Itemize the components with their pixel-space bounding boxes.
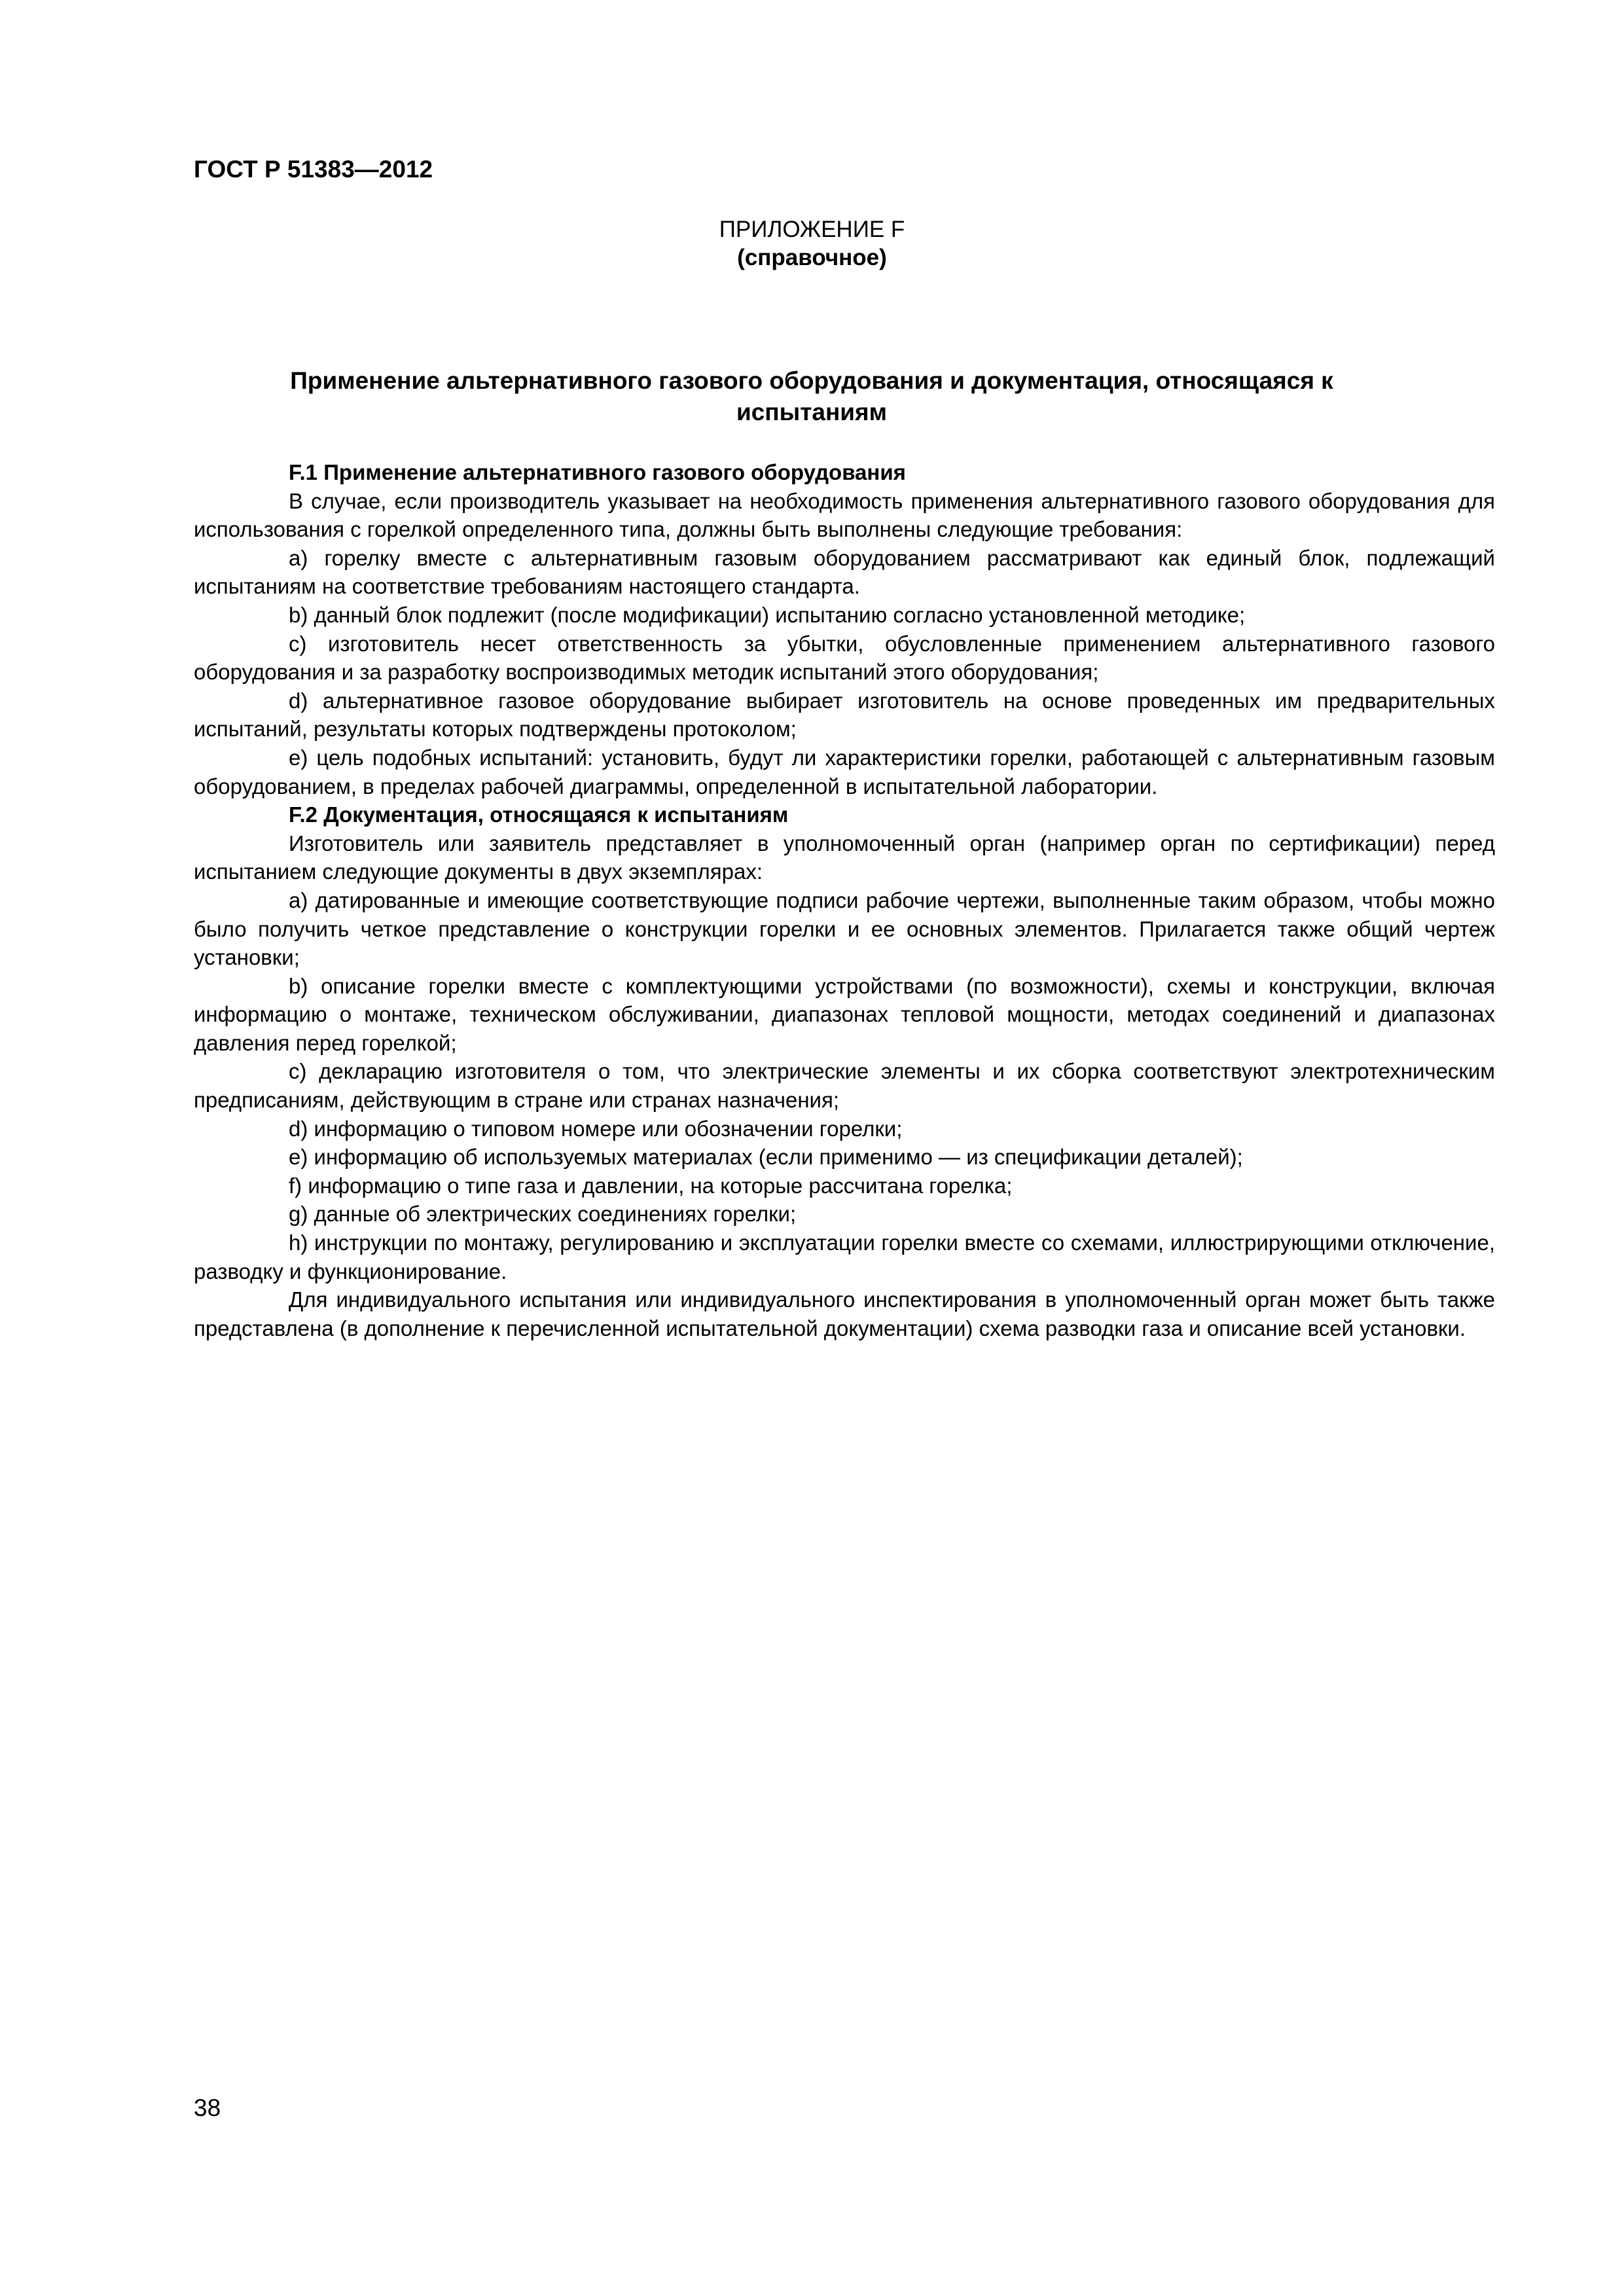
document-header: ГОСТ Р 51383—2012 xyxy=(194,156,433,183)
list-item: a) датированные и имеющие соответствующие подписи рабочие чертежи, выполненные таким образом, чтобы можно было получить четкое представление о конструкции горелки и ее основных элементов. Прилагается также общий чертеж установки; xyxy=(194,888,1495,970)
section-heading-f2: F.2 Документация, относящаяся к испытаниям xyxy=(289,802,789,827)
annex-status: (справочное) xyxy=(737,245,887,270)
list-item: e) цель подобных испытаний: установить, будут ли характеристики горелки, работающей с альтернативным газовым оборудованием, в пределах рабочей диаграммы, определенной в испытательной лаборатории. xyxy=(194,745,1495,798)
list-item: c) изготовитель несет ответственность за убытки, обусловленные применением альтернативного газового оборудования и за разработку воспроизводимых методик испытаний этого оборудования; xyxy=(194,631,1495,685)
list-item: f) информацию о типе газа и давлении, на которые рассчитана горелка; xyxy=(289,1173,1013,1198)
annex-title: ПРИЛОЖЕНИЕ F xyxy=(719,217,905,242)
list-item: b) описание горелки вместе с комплектующими устройствами (по возможности), схемы и конструкции, включая информацию о монтаже, техническом обслуживании, диапазонах тепловой мощности, методах соединений и диапазонах давления перед горелкой; xyxy=(194,973,1495,1055)
section-heading-f1: F.1 Применение альтернативного газового оборудования xyxy=(289,460,906,484)
page-number: 38 xyxy=(194,2094,221,2121)
document-body xyxy=(194,458,1495,1342)
list-item: a) горелку вместе с альтернативным газовым оборудованием рассматривают как единый блок, подлежащий испытаниям на соответствие требованиям настоящего стандарта. xyxy=(194,545,1495,599)
main-title: Применение альтернативного газового оборудования и документация, относящаяся к испытаниям xyxy=(290,367,1333,425)
list-item: b) данный блок подлежит (после модификации) испытанию согласно установленной методике; xyxy=(289,602,1246,627)
list-item: c) декларацию изготовителя о том, что электрические элементы и их сборка соответствуют электротехническим предписаниям, действующим в стране или странах назначения; xyxy=(194,1059,1495,1113)
list-item: d) информацию о типовом номере или обозначении горелки; xyxy=(289,1116,903,1141)
list-item: e) информацию об используемых материалах (если применимо — из спецификации деталей); xyxy=(289,1145,1243,1170)
list-item: d) альтернативное газовое оборудование выбирает изготовитель на основе проведенных им предварительных испытаний, результаты которых подтверждены протоколом; xyxy=(194,688,1495,742)
list-item: g) данные об электрических соединениях горелки; xyxy=(289,1202,797,1227)
list-item: h) инструкции по монтажу, регулированию и эксплуатации горелки вместе со схемами, иллюстрирующими отключение, разводку и функционирование. xyxy=(194,1230,1495,1283)
paragraph: В случае, если производитель указывает на необходимость применения альтернативного газового оборудования для использования с горелкой определенного типа, должны быть выполнены следующие требования: xyxy=(194,488,1495,542)
paragraph: Для индивидуального испытания или индивидуального инспектирования в уполномоченный орган может быть также представлена (в дополнение к перечисленной испытательной документации) схема разводки газа и описание всей установки. xyxy=(194,1287,1495,1340)
paragraph: Изготовитель или заявитель представляет в уполномоченный орган (например орган по сертификации) перед испытанием следующие документы в двух экземплярах: xyxy=(194,831,1495,884)
